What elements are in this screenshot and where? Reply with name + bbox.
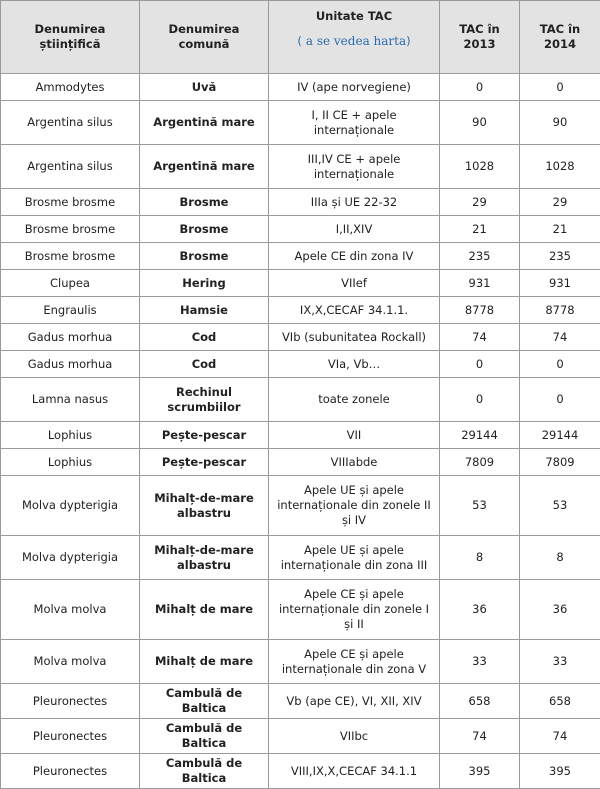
scientific-name-cell: Lophius [1,422,140,449]
tac-2013-cell: 0 [440,378,520,422]
tac-unit-cell: I,II,XIV [269,216,440,243]
common-name-cell: Brosme [140,243,269,270]
tac-unit-cell: Apele CE și apele internaționale din zona V [269,640,440,684]
tac-unit-cell: toate zonele [269,378,440,422]
common-name-cell: Uvă [140,74,269,101]
scientific-name-cell: Engraulis [1,297,140,324]
scientific-name-cell: Molva dypterigia [1,476,140,536]
tac-unit-cell: VIb (subunitatea Rockall) [269,324,440,351]
tac-2013-cell: 658 [440,684,520,719]
scientific-name-cell: Ammodytes [1,74,140,101]
tac-unit-cell: VIIIabde [269,449,440,476]
tac-unit-cell: VIIef [269,270,440,297]
common-name-cell: Pește-pescar [140,422,269,449]
scientific-name-cell: Gadus morhua [1,324,140,351]
tac-2013-cell: 1028 [440,145,520,189]
common-name-cell: Mihalț de mare [140,580,269,640]
tac-2013-cell: 0 [440,351,520,378]
common-name-cell: Mihalț-de-mare albastru [140,536,269,580]
tac-2014-cell: 90 [520,101,600,145]
tac-2014-cell: 8778 [520,297,600,324]
header-tac-unit [269,1,440,74]
tac-2013-cell: 235 [440,243,520,270]
common-name-cell: Cod [140,351,269,378]
map-link-close-paren: ) [406,34,411,48]
tac-2013-cell: 74 [440,719,520,754]
tac-unit-cell: VIIbc [269,719,440,754]
tac-2013-cell: 90 [440,101,520,145]
tac-2014-cell: 0 [520,351,600,378]
table-row [1,145,600,189]
tac-2014-cell: 7809 [520,449,600,476]
table-row [1,640,600,684]
scientific-name-cell: Lophius [1,449,140,476]
scientific-name-cell: Brosme brosme [1,189,140,216]
table-row [1,449,600,476]
tac-2014-cell: 33 [520,640,600,684]
table-row [1,270,600,297]
common-name-cell: Rechinul scrumbiilor [140,378,269,422]
table-row [1,754,600,789]
tac-2013-cell: 931 [440,270,520,297]
tac-unit-cell: IIIa și UE 22-32 [269,189,440,216]
tac-unit-cell: Apele UE și apele internaționale din zona III [269,536,440,580]
tac-2013-cell: 8778 [440,297,520,324]
table-row [1,189,600,216]
tac-unit-cell: III,IV CE + apele internaționale [269,145,440,189]
common-name-cell: Cod [140,324,269,351]
common-name-cell: Cambulă de Baltica [140,719,269,754]
scientific-name-cell: Argentina silus [1,145,140,189]
tac-2014-cell: 931 [520,270,600,297]
table-row [1,536,600,580]
header-tac-2014: TAC în 2014 [520,1,600,74]
table-row [1,351,600,378]
table-row [1,580,600,640]
header-tac-2013: TAC în 2013 [440,1,520,74]
table-row [1,243,600,270]
map-link[interactable]: a se vedea harta [306,34,406,48]
tac-unit-cell: VII [269,422,440,449]
tac-2013-cell: 395 [440,754,520,789]
tac-2014-cell: 74 [520,719,600,754]
scientific-name-cell: Pleuronectes [1,684,140,719]
common-name-cell: Brosme [140,189,269,216]
tac-2013-cell: 33 [440,640,520,684]
common-name-cell: Cambulă de Baltica [140,754,269,789]
tac-2014-cell: 29 [520,189,600,216]
map-link-open-paren: ( [297,34,302,48]
tac-2014-cell: 658 [520,684,600,719]
tac-2013-cell: 36 [440,580,520,640]
scientific-name-cell: Molva dypterigia [1,536,140,580]
tac-2013-cell: 21 [440,216,520,243]
tac-2014-cell: 36 [520,580,600,640]
scientific-name-cell: Pleuronectes [1,754,140,789]
tac-unit-cell: Vb (ape CE), VI, XII, XIV [269,684,440,719]
common-name-cell: Hamsie [140,297,269,324]
table-row [1,101,600,145]
header-common-name: Denumirea comună [140,1,269,74]
table-row [1,297,600,324]
tac-unit-cell: IV (ape norvegiene) [269,74,440,101]
tac-2013-cell: 0 [440,74,520,101]
scientific-name-cell: Brosme brosme [1,216,140,243]
tac-2013-cell: 29144 [440,422,520,449]
tac-2014-cell: 395 [520,754,600,789]
map-link-wrapper [273,34,435,49]
common-name-cell: Mihalț-de-mare albastru [140,476,269,536]
tac-unit-cell: Apele UE și apele internaționale din zonele II și IV [269,476,440,536]
tac-2014-cell: 29144 [520,422,600,449]
table-row [1,719,600,754]
common-name-cell: Mihalț de mare [140,640,269,684]
scientific-name-cell: Pleuronectes [1,719,140,754]
tac-2014-cell: 74 [520,324,600,351]
common-name-cell: Hering [140,270,269,297]
header-tac-unit-label: Unitate TAC [273,9,435,24]
tac-2013-cell: 74 [440,324,520,351]
tac-2013-cell: 53 [440,476,520,536]
common-name-cell: Pește-pescar [140,449,269,476]
scientific-name-cell: Clupea [1,270,140,297]
tac-2014-cell: 8 [520,536,600,580]
scientific-name-cell: Argentina silus [1,101,140,145]
table-row [1,684,600,719]
tac-unit-cell: IX,X,CECAF 34.1.1. [269,297,440,324]
table-row [1,476,600,536]
tac-unit-cell: VIII,IX,X,CECAF 34.1.1 [269,754,440,789]
header-row [1,1,600,74]
tac-2013-cell: 8 [440,536,520,580]
table-row [1,324,600,351]
common-name-cell: Argentină mare [140,101,269,145]
scientific-name-cell: Brosme brosme [1,243,140,270]
tac-2014-cell: 0 [520,378,600,422]
scientific-name-cell: Molva molva [1,580,140,640]
table-row [1,216,600,243]
tac-unit-cell: Apele CE din zona IV [269,243,440,270]
table-row [1,74,600,101]
scientific-name-cell: Gadus morhua [1,351,140,378]
scientific-name-cell: Lamna nasus [1,378,140,422]
tac-2013-cell: 29 [440,189,520,216]
common-name-cell: Cambulă de Baltica [140,684,269,719]
table-row [1,422,600,449]
tac-unit-cell: Apele CE și apele internaționale din zonele I și II [269,580,440,640]
tac-2014-cell: 0 [520,74,600,101]
tac-2014-cell: 53 [520,476,600,536]
tac-unit-cell: I, II CE + apele internaționale [269,101,440,145]
tac-2014-cell: 21 [520,216,600,243]
tac-2013-cell: 7809 [440,449,520,476]
table-row [1,378,600,422]
tac-unit-cell: VIa, Vb… [269,351,440,378]
tac-2014-cell: 235 [520,243,600,270]
common-name-cell: Argentină mare [140,145,269,189]
scientific-name-cell: Molva molva [1,640,140,684]
tac-2014-cell: 1028 [520,145,600,189]
common-name-cell: Brosme [140,216,269,243]
header-scientific-name: Denumirea științifică [1,1,140,74]
